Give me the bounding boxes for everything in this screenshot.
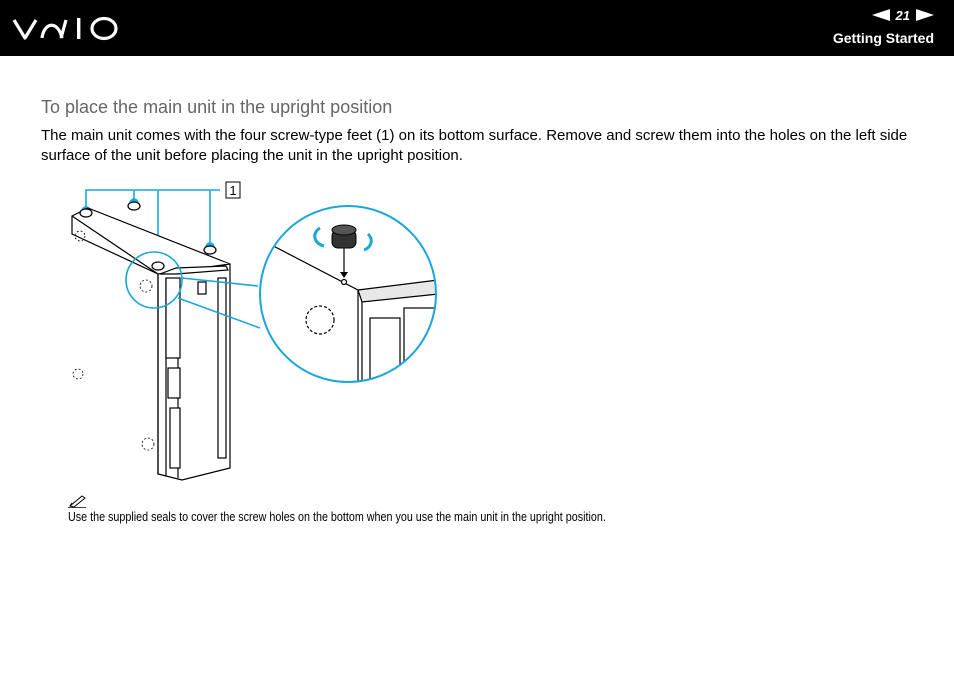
vaio-logo xyxy=(12,14,122,44)
note-text: Use the supplied seals to cover the screw holes on the bottom when you use the main unit in the upright position. xyxy=(68,510,606,524)
upright-placement-illustration xyxy=(58,178,448,488)
section-heading: To place the main unit in the upright position xyxy=(41,97,393,117)
section-title: Getting Started xyxy=(832,30,934,46)
pc-tower xyxy=(72,202,230,480)
instruction-paragraph: The main unit comes with the four screw-type feet (1) on its bottom surface. Remove and screw them into the holes on the left side surface of the unit before placing the unit in the upright position. xyxy=(41,127,908,164)
page-navigation xyxy=(872,7,934,23)
page-header xyxy=(0,0,954,56)
zoomed-screw-detail xyxy=(258,206,438,388)
triangle-left-icon[interactable] xyxy=(872,9,890,21)
callout-label: 1 xyxy=(229,183,237,198)
pencil-note-icon xyxy=(68,494,88,508)
page-number: 21 xyxy=(895,7,910,23)
triangle-right-icon[interactable] xyxy=(916,9,934,21)
